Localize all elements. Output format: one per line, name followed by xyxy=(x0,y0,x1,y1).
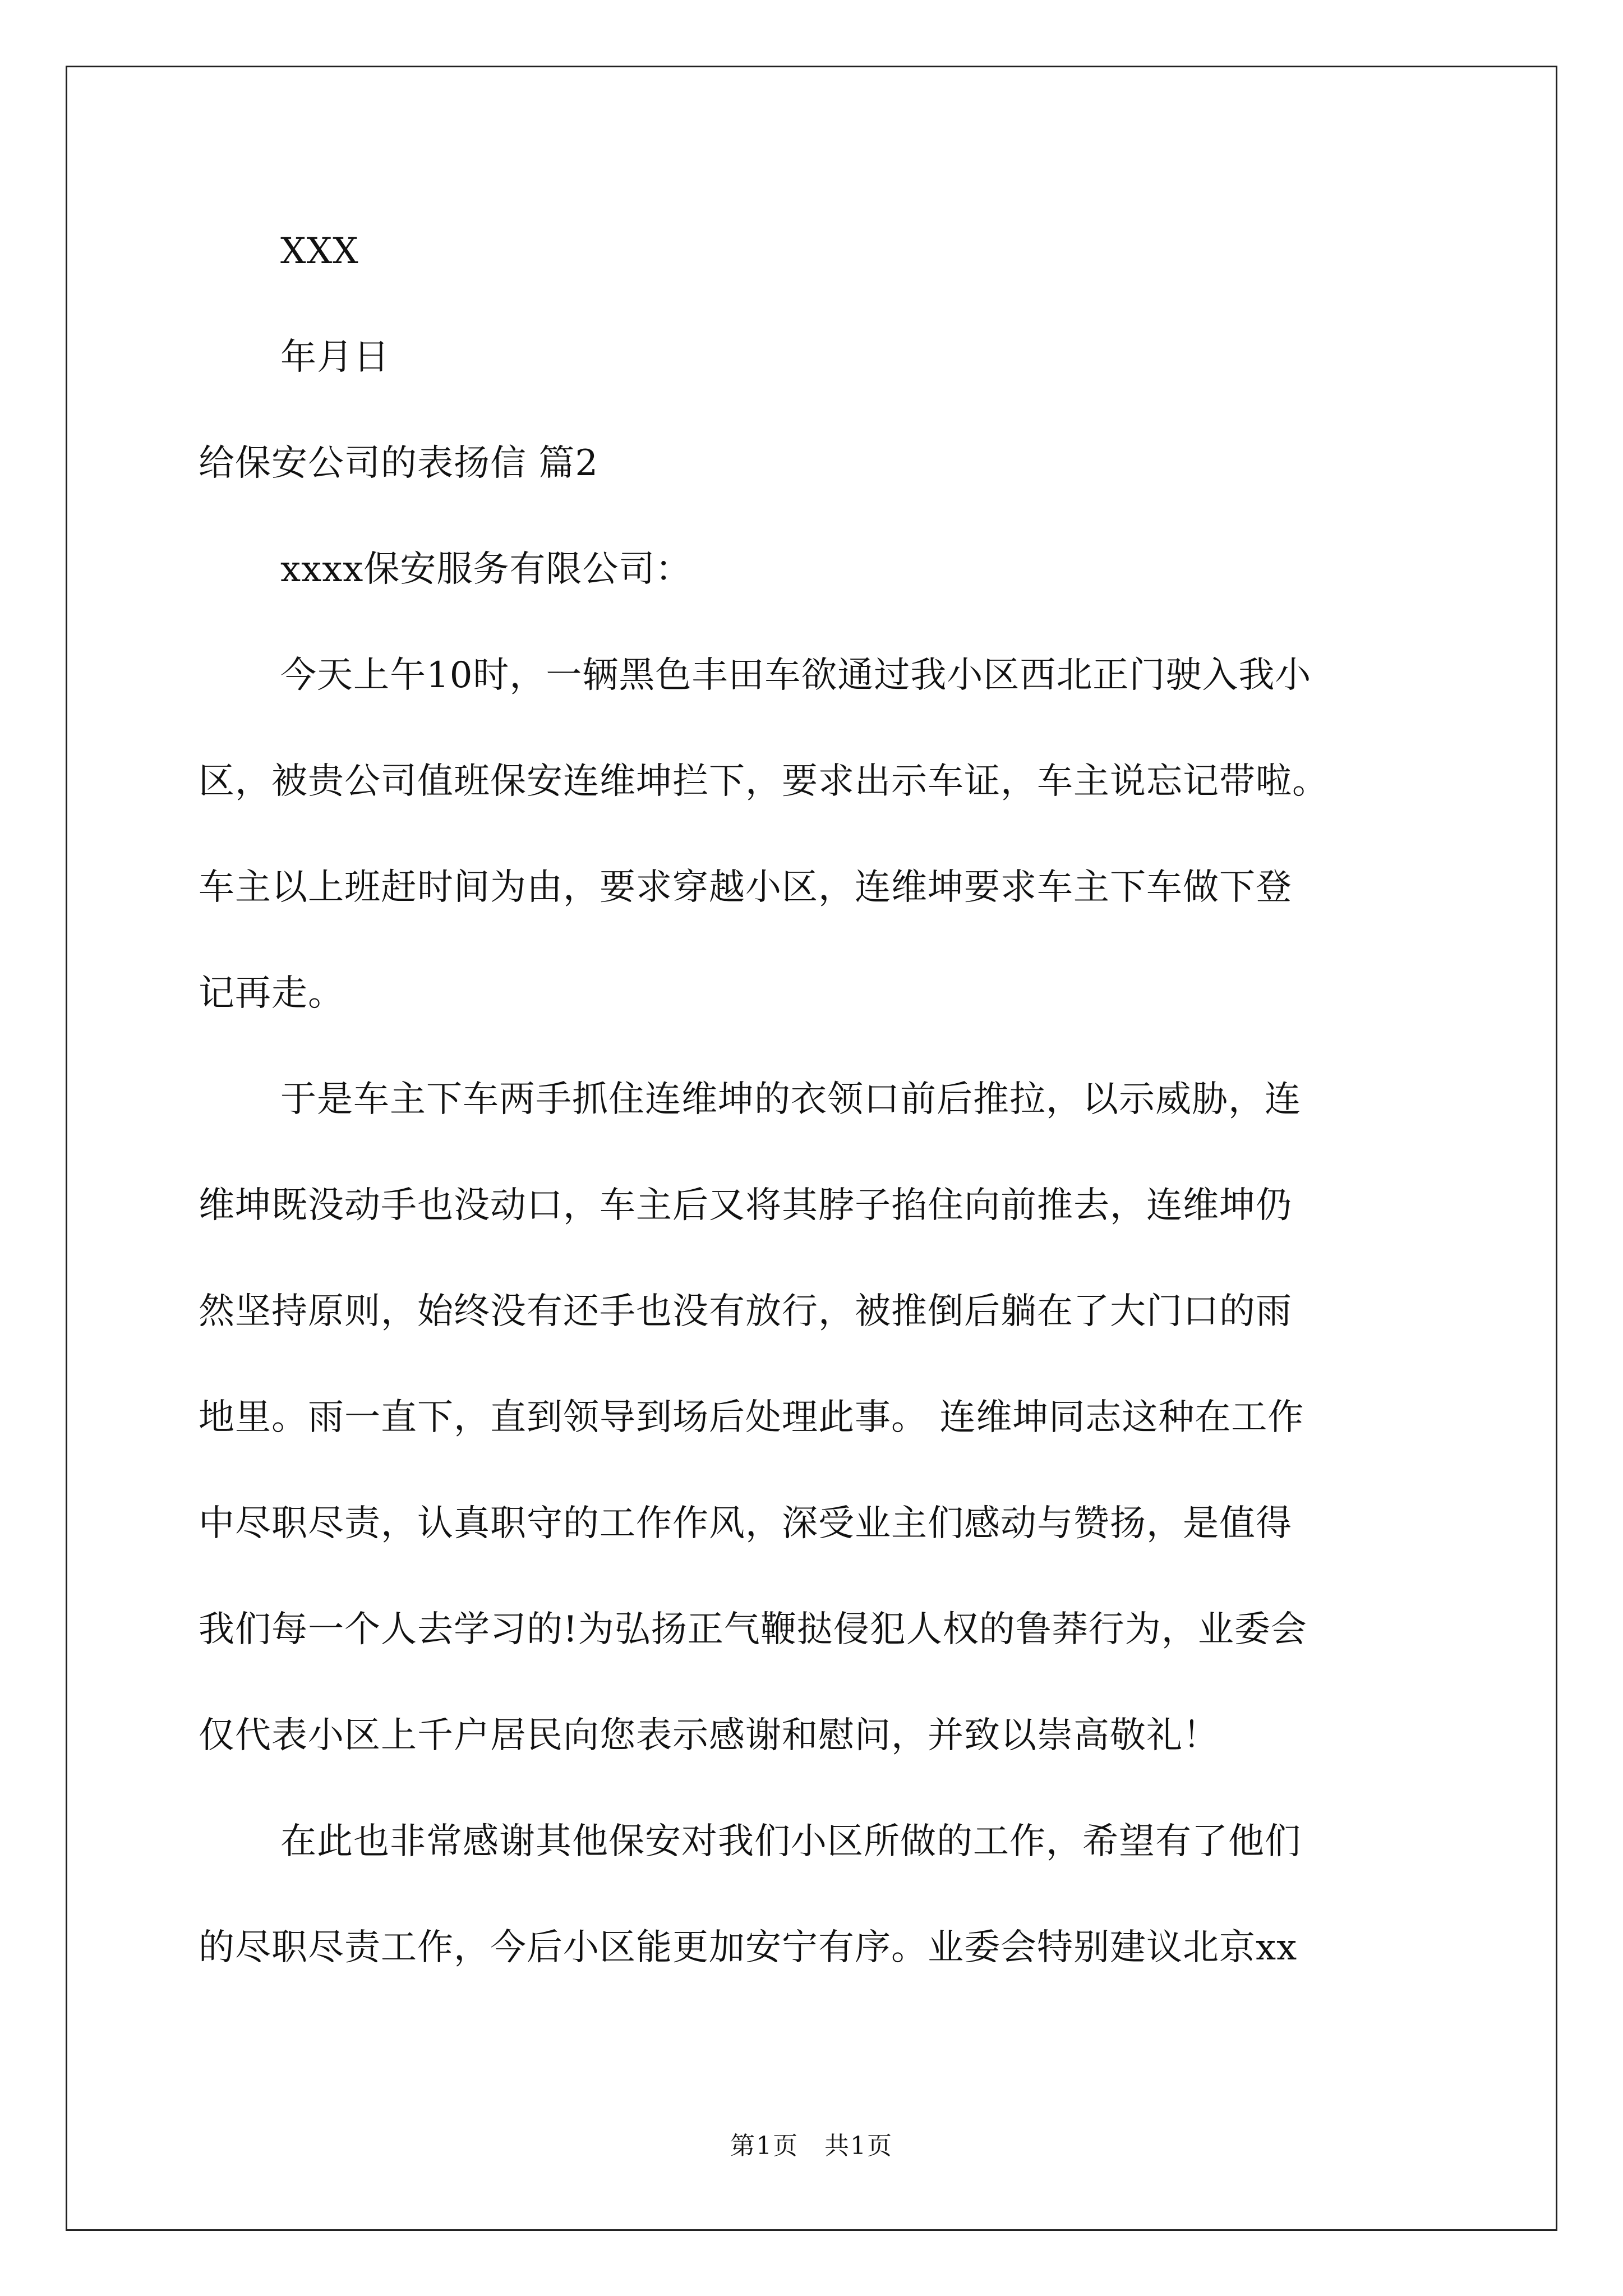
paragraph-line: 区，被贵公司值班保安连维坤拦下，要求出示车证，车主说忘记带啦。 xyxy=(199,761,1329,802)
paragraph-line: 我们每一个人去学习的!为弘扬正气鞭挞侵犯人权的鲁莽行为，业委会 xyxy=(199,1609,1307,1650)
paragraph-line: 仅代表小区上千户居民向您表示感谢和慰问，并致以崇高敬礼！ xyxy=(199,1715,1219,1756)
paragraph-line: 今天上午10时，一辆黑色丰田车欲通过我小区西北正门驶入我小 xyxy=(280,655,1312,696)
date-line: 年月日 xyxy=(280,337,390,378)
paragraph-line: 中尽职尽责，认真职守的工作作风，深受业主们感动与赞扬，是值得 xyxy=(199,1503,1292,1544)
salutation: xxxx保安服务有限公司： xyxy=(280,549,692,590)
paragraph-line: 维坤既没动手也没动口，车主后又将其脖子掐住向前推去，连维坤仍 xyxy=(199,1185,1292,1226)
paragraph-line: 的尽职尽责工作，今后小区能更加安宁有序。业委会特别建议北京xx xyxy=(199,1927,1298,1968)
paragraph-line: 于是车主下车两手抓住连维坤的衣领口前后推拉，以示威胁，连 xyxy=(280,1079,1301,1120)
signature: XXX xyxy=(280,231,359,272)
page-footer: 第1页 共1页 xyxy=(730,2132,893,2160)
paragraph-line: 车主以上班赶时间为由，要求穿越小区，连维坤要求车主下车做下登 xyxy=(199,867,1292,908)
paragraph-line: 地里。雨一直下，直到领导到场后处理此事。 连维坤同志这种在工作 xyxy=(199,1397,1304,1438)
paragraph-line: 记再走。 xyxy=(199,973,344,1014)
section-title: 给保安公司的表扬信 篇2 xyxy=(199,443,599,484)
page-border xyxy=(66,66,1557,2231)
paragraph-line: 然坚持原则，始终没有还手也没有放行，被推倒后躺在了大门口的雨 xyxy=(199,1291,1292,1332)
paragraph-line: 在此也非常感谢其他保安对我们小区所做的工作，希望有了他们 xyxy=(280,1821,1301,1862)
